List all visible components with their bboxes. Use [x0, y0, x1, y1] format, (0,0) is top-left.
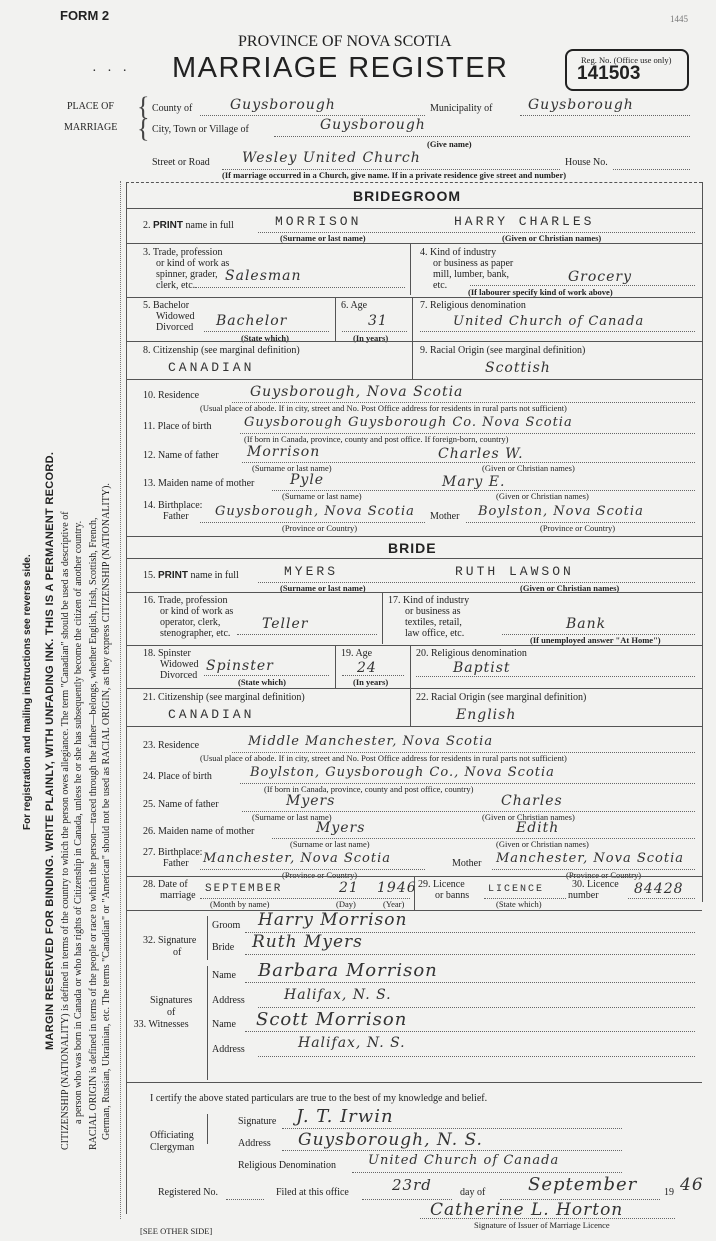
bride-surname-caption: (Surname or last name) [280, 583, 366, 593]
w2-name-label: Name [212, 1019, 236, 1030]
place-label: PLACE OF [67, 101, 114, 112]
bride-mother-surname: Myers [316, 820, 366, 836]
marriage-date-label: 28. Date of marriage [143, 879, 196, 901]
groom-father-prov-caption: (Province or Country) [282, 523, 358, 533]
groom-mother-birthplace: Boylston, Nova Scotia [478, 504, 644, 519]
marriage-day-caption: (Day) [336, 899, 356, 909]
bride-residence: Middle Manchester, Nova Scotia [248, 734, 494, 749]
form-number: FORM 2 [60, 8, 110, 23]
groom-mother-bp-label: Mother [430, 511, 460, 522]
officiant-signature: J. T. Irwin [296, 1106, 394, 1127]
witness2-address: Halifax, N. S. [298, 1035, 406, 1051]
bride-mother-prov-caption: (Province or Country) [566, 870, 642, 880]
marriage-day: 21 [339, 880, 359, 896]
bride-birthplace-label: 27. Birthplace: [143, 847, 203, 858]
groom-father-surname: Morrison [247, 444, 321, 460]
bride-status: Spinster [206, 658, 274, 674]
groom-mother-prov-caption: (Province or Country) [540, 523, 616, 533]
bride-residence-note: (Usual place of abode. If in city, street and No. Post Office address for residents in rural parts not sufficient) [200, 753, 567, 763]
groom-residence: Guysborough, Nova Scotia [250, 384, 464, 400]
witness1-address: Halifax, N. S. [284, 987, 392, 1003]
bride-racial: English [456, 707, 517, 723]
bride-residence-label: 23. Residence [143, 740, 200, 751]
groom-father-bp-label: Father [163, 511, 189, 522]
groom-mother-surname: Pyle [290, 472, 325, 488]
certify-text: I certify the above stated particulars are true to the best of my knowledge and belief. [150, 1093, 488, 1104]
signature-label: 32. Signature of [143, 935, 197, 958]
groom-print-label: 2. PRINT name in full [143, 220, 234, 231]
groom-father-given: Charles W. [438, 446, 524, 462]
marriage-month-caption: (Month by name) [210, 899, 270, 909]
groom-residence-label: 10. Residence [143, 390, 200, 401]
margin-racial-1: RACIAL ORIGIN is defined in terms of the people or race to which the person—traced through the father—belongs, whether English, Irish, Scottish, French, [88, 517, 99, 1150]
groom-residence-note: (Usual place of abode. If in city, street and No. Post Office address for residents in rural parts not sufficient) [200, 403, 567, 413]
bride-signature: Ruth Myers [252, 932, 363, 952]
bride-religion-label: 20. Religious denomination [416, 648, 527, 659]
groom-birth-label: 11. Place of birth [143, 421, 212, 432]
groom-mother-label: 13. Maiden name of mother [143, 478, 255, 489]
province-title: PROVINCE OF NOVA SCOTIA [238, 33, 452, 50]
house-label: House No. [565, 157, 608, 168]
bride-mother-given-caption: (Given or Christian names) [496, 839, 589, 849]
page-title: MARRIAGE REGISTER [172, 52, 509, 84]
witness-label: Signatures of 33. Witnesses [133, 995, 193, 1030]
bride-heading: BRIDE [388, 540, 437, 556]
officiant-sig-label: Signature [238, 1116, 277, 1127]
groom-religion: United Church of Canada [453, 314, 645, 329]
reg-number-box [565, 49, 689, 91]
bride-religion: Baptist [453, 660, 511, 676]
w1-address-label: Address [212, 995, 245, 1006]
w2-address-label: Address [212, 1044, 245, 1055]
filed-day: 23rd [392, 1176, 432, 1194]
bride-age-label: 19. Age [341, 648, 373, 659]
bride-birth-label: 24. Place of birth [143, 771, 212, 782]
bride-industry-note: (If unemployed answer "At Home") [530, 635, 661, 645]
margin-racial-2: German, Russian, Ukrainian, etc. The terms "Canadian" or "American" should not be used as RACIAL ORIGIN, as they express CITIZENSHIP (NATIONALITY). [101, 483, 112, 1140]
groom-given-caption: (Given or Christian names) [502, 233, 602, 243]
groom-mother-given-caption: (Given or Christian names) [496, 491, 589, 501]
bride-sig-label: Bride [212, 942, 235, 953]
day-of-label: day of [460, 1187, 486, 1198]
groom-trade: Salesman [225, 268, 302, 284]
groom-given: HARRY CHARLES [454, 214, 595, 229]
groom-mother-given: Mary E. [442, 474, 506, 490]
give-name-caption: (Give name) [427, 139, 472, 149]
licence-type: LICENCE [488, 884, 545, 895]
groom-industry-note: (If labourer specify kind of work above) [468, 287, 613, 297]
groom-birth-note: (If born in Canada, province, county and post office. If foreign-born, country) [244, 434, 509, 444]
officiant-address: Guysborough, N. S. [298, 1130, 483, 1150]
reg-number-label: Reg. No. (Office use only) [581, 55, 672, 65]
licence-label: 29. Licence or banns [418, 879, 470, 901]
witness2-name: Scott Morrison [256, 1009, 408, 1030]
bride-mother-birthplace: Manchester, Nova Scotia [496, 851, 684, 866]
county-label: County of [152, 103, 193, 114]
bride-father-surname: Myers [286, 793, 336, 809]
marriage-label: MARRIAGE [64, 122, 118, 133]
groom-industry-label: 4. Kind of industry or business as paper mill, lumber, bank, etc. [420, 247, 514, 291]
groom-age-label: 6. Age [341, 300, 368, 311]
bride-age: 24 [357, 660, 377, 676]
groom-citizenship-label: 8. Citizenship (see marginal definition) [143, 345, 300, 356]
groom-father-label: 12. Name of father [143, 450, 219, 461]
filed-month: September [528, 1174, 638, 1195]
bride-mother-given: Edith [516, 820, 560, 836]
licence-number-label: 30. Licence number [568, 879, 619, 901]
bride-mother-label: 26. Maiden name of mother [143, 826, 255, 837]
bride-age-caption: (In years) [353, 677, 389, 687]
officiant-denomination: United Church of Canada [368, 1153, 560, 1168]
bride-trade-label: 16. Trade, profession or kind of work as operator, clerk, stenographer, etc. [143, 595, 234, 639]
registered-label: Registered No. [158, 1187, 218, 1198]
bride-given: RUTH LAWSON [455, 564, 574, 579]
bride-trade: Teller [262, 616, 309, 632]
licence-state-caption: (State which) [496, 899, 542, 909]
bride-surname: MYERS [284, 564, 339, 579]
street-note: (If marriage occurred in a Church, give name. If in a private residence give street and number) [222, 170, 567, 180]
groom-industry: Grocery [568, 269, 633, 285]
officiating-label: Officiating Clergyman [150, 1130, 195, 1153]
issuer-signature: Catherine L. Horton [430, 1200, 624, 1220]
groom-surname-caption: (Surname or last name) [280, 233, 366, 243]
groom-status-label: 5. Bachelor Widowed Divorced [143, 300, 195, 333]
denomination-label: Religious Denomination [238, 1160, 337, 1171]
decorative-dots: · · · [92, 64, 127, 79]
city-value: Guysborough [320, 117, 426, 133]
filed-label: Filed at this office [276, 1187, 349, 1198]
bride-father-label: 25. Name of father [143, 799, 219, 810]
bride-father-prov-caption: (Province or Country) [282, 870, 358, 880]
marriage-month: SEPTEMBER [205, 883, 283, 895]
bride-given-caption: (Given or Christian names) [520, 583, 620, 593]
margin-citizenship-1: CITIZENSHIP (NATIONALITY) is defined in terms of the country to which the person owes allegiance. The term "Canadian" should be used as descriptive of [60, 511, 71, 1150]
bride-father-bp-label: Father [163, 858, 189, 869]
groom-signature: Harry Morrison [258, 910, 408, 930]
groom-father-birthplace: Guysborough, Nova Scotia [215, 504, 415, 519]
groom-birth: Guysborough Guysborough Co. Nova Scotia [244, 415, 573, 430]
groom-age: 31 [368, 313, 388, 329]
brace-2: { [137, 114, 150, 143]
groom-age-caption: (In years) [353, 333, 389, 343]
groom-father-surname-caption: (Surname or last name) [252, 463, 332, 473]
bride-father-birthplace: Manchester, Nova Scotia [203, 851, 391, 866]
municipality-value: Guysborough [528, 97, 634, 113]
see-other-side: [SEE OTHER SIDE] [140, 1226, 213, 1236]
bride-print-label: 15. PRINT name in full [143, 570, 239, 581]
bride-father-surname-caption: (Surname or last name) [252, 812, 332, 822]
bride-father-given-caption: (Given or Christian names) [482, 812, 575, 822]
bride-father-given: Charles [501, 793, 563, 809]
city-label: City, Town or Village of [152, 124, 249, 135]
groom-citizenship: CANADIAN [168, 360, 255, 375]
bride-mother-surname-caption: (Surname or last name) [290, 839, 370, 849]
witness1-name: Barbara Morrison [258, 960, 438, 981]
groom-father-given-caption: (Given or Christian names) [482, 463, 575, 473]
brace-1: { [137, 92, 150, 121]
margin-citizenship-2: a person who was born in Canada or who has rights of Citizenship in Canada, unless he or she has subsequently become the citizen of another country. [73, 520, 84, 1124]
groom-trade-label: 3. Trade, profession or kind of work as spinner, grader, clerk, etc. [143, 247, 230, 291]
filed-year: 46 [680, 1175, 704, 1195]
margin-instructions: For registration and mailing instructions see reverse side. [22, 554, 33, 830]
groom-status: Bachelor [216, 313, 288, 329]
groom-religion-label: 7. Religious denomination [420, 300, 526, 311]
bridegroom-heading: BRIDEGROOM [353, 188, 461, 204]
bride-industry-label: 17. Kind of industry or business as textiles, retail, law office, etc. [388, 595, 470, 639]
groom-racial: Scottish [485, 360, 551, 376]
issuer-caption: Signature of Issuer of Marriage Licence [474, 1220, 610, 1230]
bride-citizenship: CANADIAN [168, 707, 255, 722]
year-prefix: 19 [664, 1187, 674, 1198]
bride-status-label: 18. Spinster Widowed Divorced [143, 648, 199, 681]
municipality-label: Municipality of [430, 103, 493, 114]
groom-surname: MORRISON [275, 214, 362, 229]
bride-racial-label: 22. Racial Origin (see marginal definition) [416, 692, 587, 703]
groom-racial-label: 9. Racial Origin (see marginal definition) [420, 345, 586, 356]
groom-birthplace-label: 14. Birthplace: [143, 500, 203, 511]
county-value: Guysborough [230, 97, 336, 113]
bride-birth: Boylston, Guysborough Co., Nova Scotia [250, 765, 555, 780]
groom-sig-label: Groom [212, 920, 241, 931]
corner-note: 1445 [670, 14, 688, 24]
reg-number: 141503 [577, 63, 641, 84]
bride-citizenship-label: 21. Citizenship (see marginal definition) [143, 692, 305, 703]
bride-industry: Bank [566, 616, 607, 632]
bride-birth-note: (If born in Canada, province, county and post office, country) [264, 784, 474, 794]
street-label: Street or Road [152, 157, 210, 168]
officiant-address-label: Address [238, 1138, 271, 1149]
street-value: Wesley United Church [242, 150, 421, 166]
groom-mother-surname-caption: (Surname or last name) [282, 491, 362, 501]
margin-binding-text: MARGIN RESERVED FOR BINDING. WRITE PLAINLY, WITH UNFADING INK. THIS IS A PERMANENT RECORD. [44, 451, 56, 1050]
bride-status-caption: (State which) [238, 677, 286, 687]
marriage-year: 1946 [377, 880, 417, 896]
licence-number: 84428 [634, 881, 684, 897]
marriage-year-caption: (Year) [383, 899, 405, 909]
groom-status-caption: (State which) [241, 333, 289, 343]
bride-mother-bp-label: Mother [452, 858, 482, 869]
w1-name-label: Name [212, 970, 236, 981]
